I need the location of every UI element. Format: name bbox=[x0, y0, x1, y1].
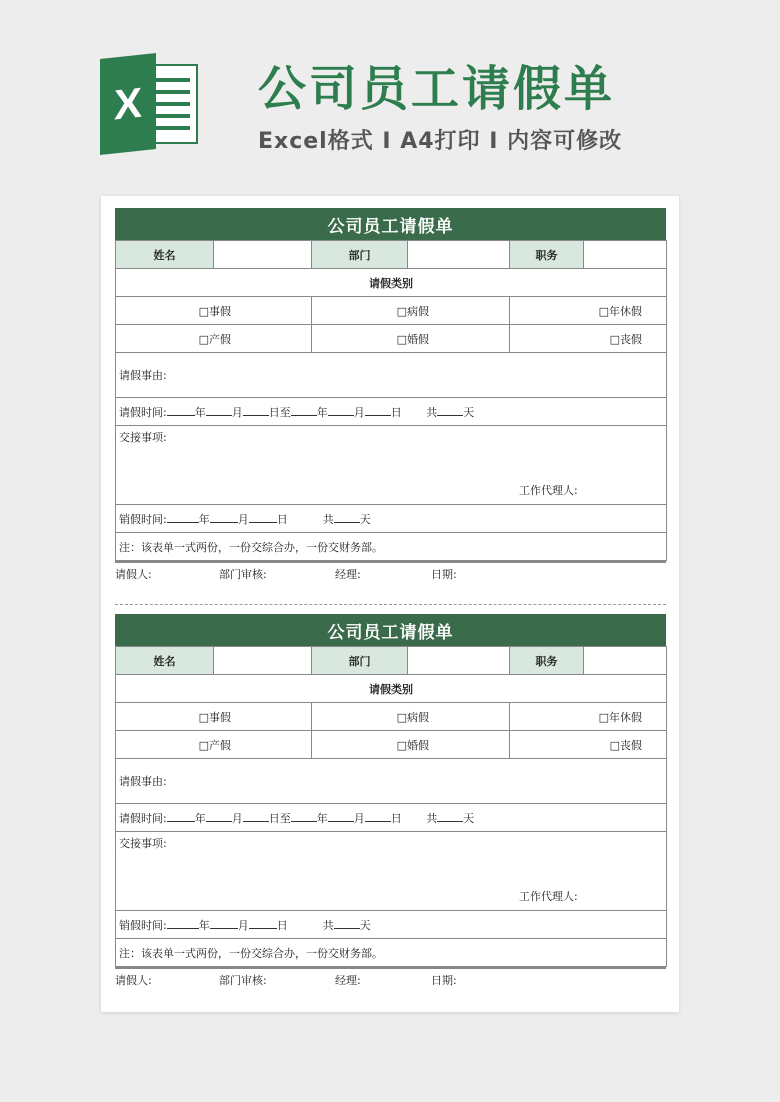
option-maternity[interactable]: □产假 bbox=[116, 325, 312, 353]
option-funeral[interactable]: □丧假 bbox=[510, 325, 667, 353]
option-annual[interactable]: □年休假 bbox=[510, 703, 667, 731]
option-maternity[interactable]: □产假 bbox=[116, 731, 312, 759]
cancel-time-row[interactable]: 销假时间: 年 月 日 共 天 bbox=[116, 911, 667, 939]
signature-row bbox=[115, 967, 666, 991]
dept-review-signature[interactable]: 部门审核: bbox=[219, 974, 267, 987]
leave-time-row[interactable]: 请假时间: 年 月 日至 年 月 日 共 天 bbox=[116, 804, 667, 832]
reason-label: 请假事由: bbox=[119, 775, 167, 788]
leave-time-row[interactable]: 请假时间: 年 月 日至 年 月 日 共 天 bbox=[116, 398, 667, 426]
position-label: 职务 bbox=[510, 647, 584, 675]
position-field[interactable] bbox=[584, 647, 667, 675]
leave-form-2 bbox=[115, 614, 666, 991]
applicant-signature[interactable]: 请假人: bbox=[115, 568, 152, 581]
manager-signature[interactable]: 经理: bbox=[335, 974, 361, 987]
page-subtitle: Excel格式 I A4打印 I 内容可修改 bbox=[258, 129, 623, 154]
reason-field[interactable] bbox=[116, 759, 667, 804]
form-table bbox=[115, 240, 667, 561]
date-signature[interactable]: 日期: bbox=[431, 568, 457, 581]
cancel-time-row[interactable]: 销假时间: 年 月 日 共 天 bbox=[116, 505, 667, 533]
leave-form-1 bbox=[115, 208, 666, 585]
form-title: 公司员工请假单 bbox=[115, 208, 666, 240]
reason-label: 请假事由: bbox=[119, 369, 167, 382]
form-title: 公司员工请假单 bbox=[115, 614, 666, 646]
dept-review-signature[interactable]: 部门审核: bbox=[219, 568, 267, 581]
category-header: 请假类别 bbox=[116, 675, 667, 703]
agent-label: 工作代理人: bbox=[519, 484, 578, 497]
category-header: 请假类别 bbox=[116, 269, 667, 297]
dept-field[interactable] bbox=[408, 647, 510, 675]
page-title: 公司员工请假单 bbox=[258, 61, 616, 117]
document-page bbox=[101, 196, 679, 1012]
cut-line bbox=[115, 604, 666, 605]
date-signature[interactable]: 日期: bbox=[431, 974, 457, 987]
page-header bbox=[0, 0, 780, 195]
handover-label: 交接事项: bbox=[119, 431, 167, 444]
reason-field[interactable] bbox=[116, 353, 667, 398]
name-label: 姓名 bbox=[116, 647, 214, 675]
excel-logo-icon: X bbox=[100, 56, 200, 152]
option-annual[interactable]: □年休假 bbox=[510, 297, 667, 325]
option-funeral[interactable]: □丧假 bbox=[510, 731, 667, 759]
handover-label: 交接事项: bbox=[119, 837, 167, 850]
name-field[interactable] bbox=[214, 241, 312, 269]
name-field[interactable] bbox=[214, 647, 312, 675]
handover-field[interactable] bbox=[116, 426, 667, 505]
manager-signature[interactable]: 经理: bbox=[335, 568, 361, 581]
option-marriage[interactable]: □婚假 bbox=[312, 731, 510, 759]
dept-field[interactable] bbox=[408, 241, 510, 269]
position-label: 职务 bbox=[510, 241, 584, 269]
dept-label: 部门 bbox=[312, 241, 408, 269]
applicant-signature[interactable]: 请假人: bbox=[115, 974, 152, 987]
handover-field[interactable] bbox=[116, 832, 667, 911]
option-personal[interactable]: □事假 bbox=[116, 703, 312, 731]
name-label: 姓名 bbox=[116, 241, 214, 269]
option-sick[interactable]: □病假 bbox=[312, 297, 510, 325]
form-table bbox=[115, 646, 667, 967]
dept-label: 部门 bbox=[312, 647, 408, 675]
agent-label: 工作代理人: bbox=[519, 890, 578, 903]
position-field[interactable] bbox=[584, 241, 667, 269]
form-note: 注：该表单一式两份，一份交综合办，一份交财务部。 bbox=[116, 939, 667, 967]
signature-row bbox=[115, 561, 666, 585]
option-personal[interactable]: □事假 bbox=[116, 297, 312, 325]
option-sick[interactable]: □病假 bbox=[312, 703, 510, 731]
option-marriage[interactable]: □婚假 bbox=[312, 325, 510, 353]
form-note: 注：该表单一式两份，一份交综合办，一份交财务部。 bbox=[116, 533, 667, 561]
